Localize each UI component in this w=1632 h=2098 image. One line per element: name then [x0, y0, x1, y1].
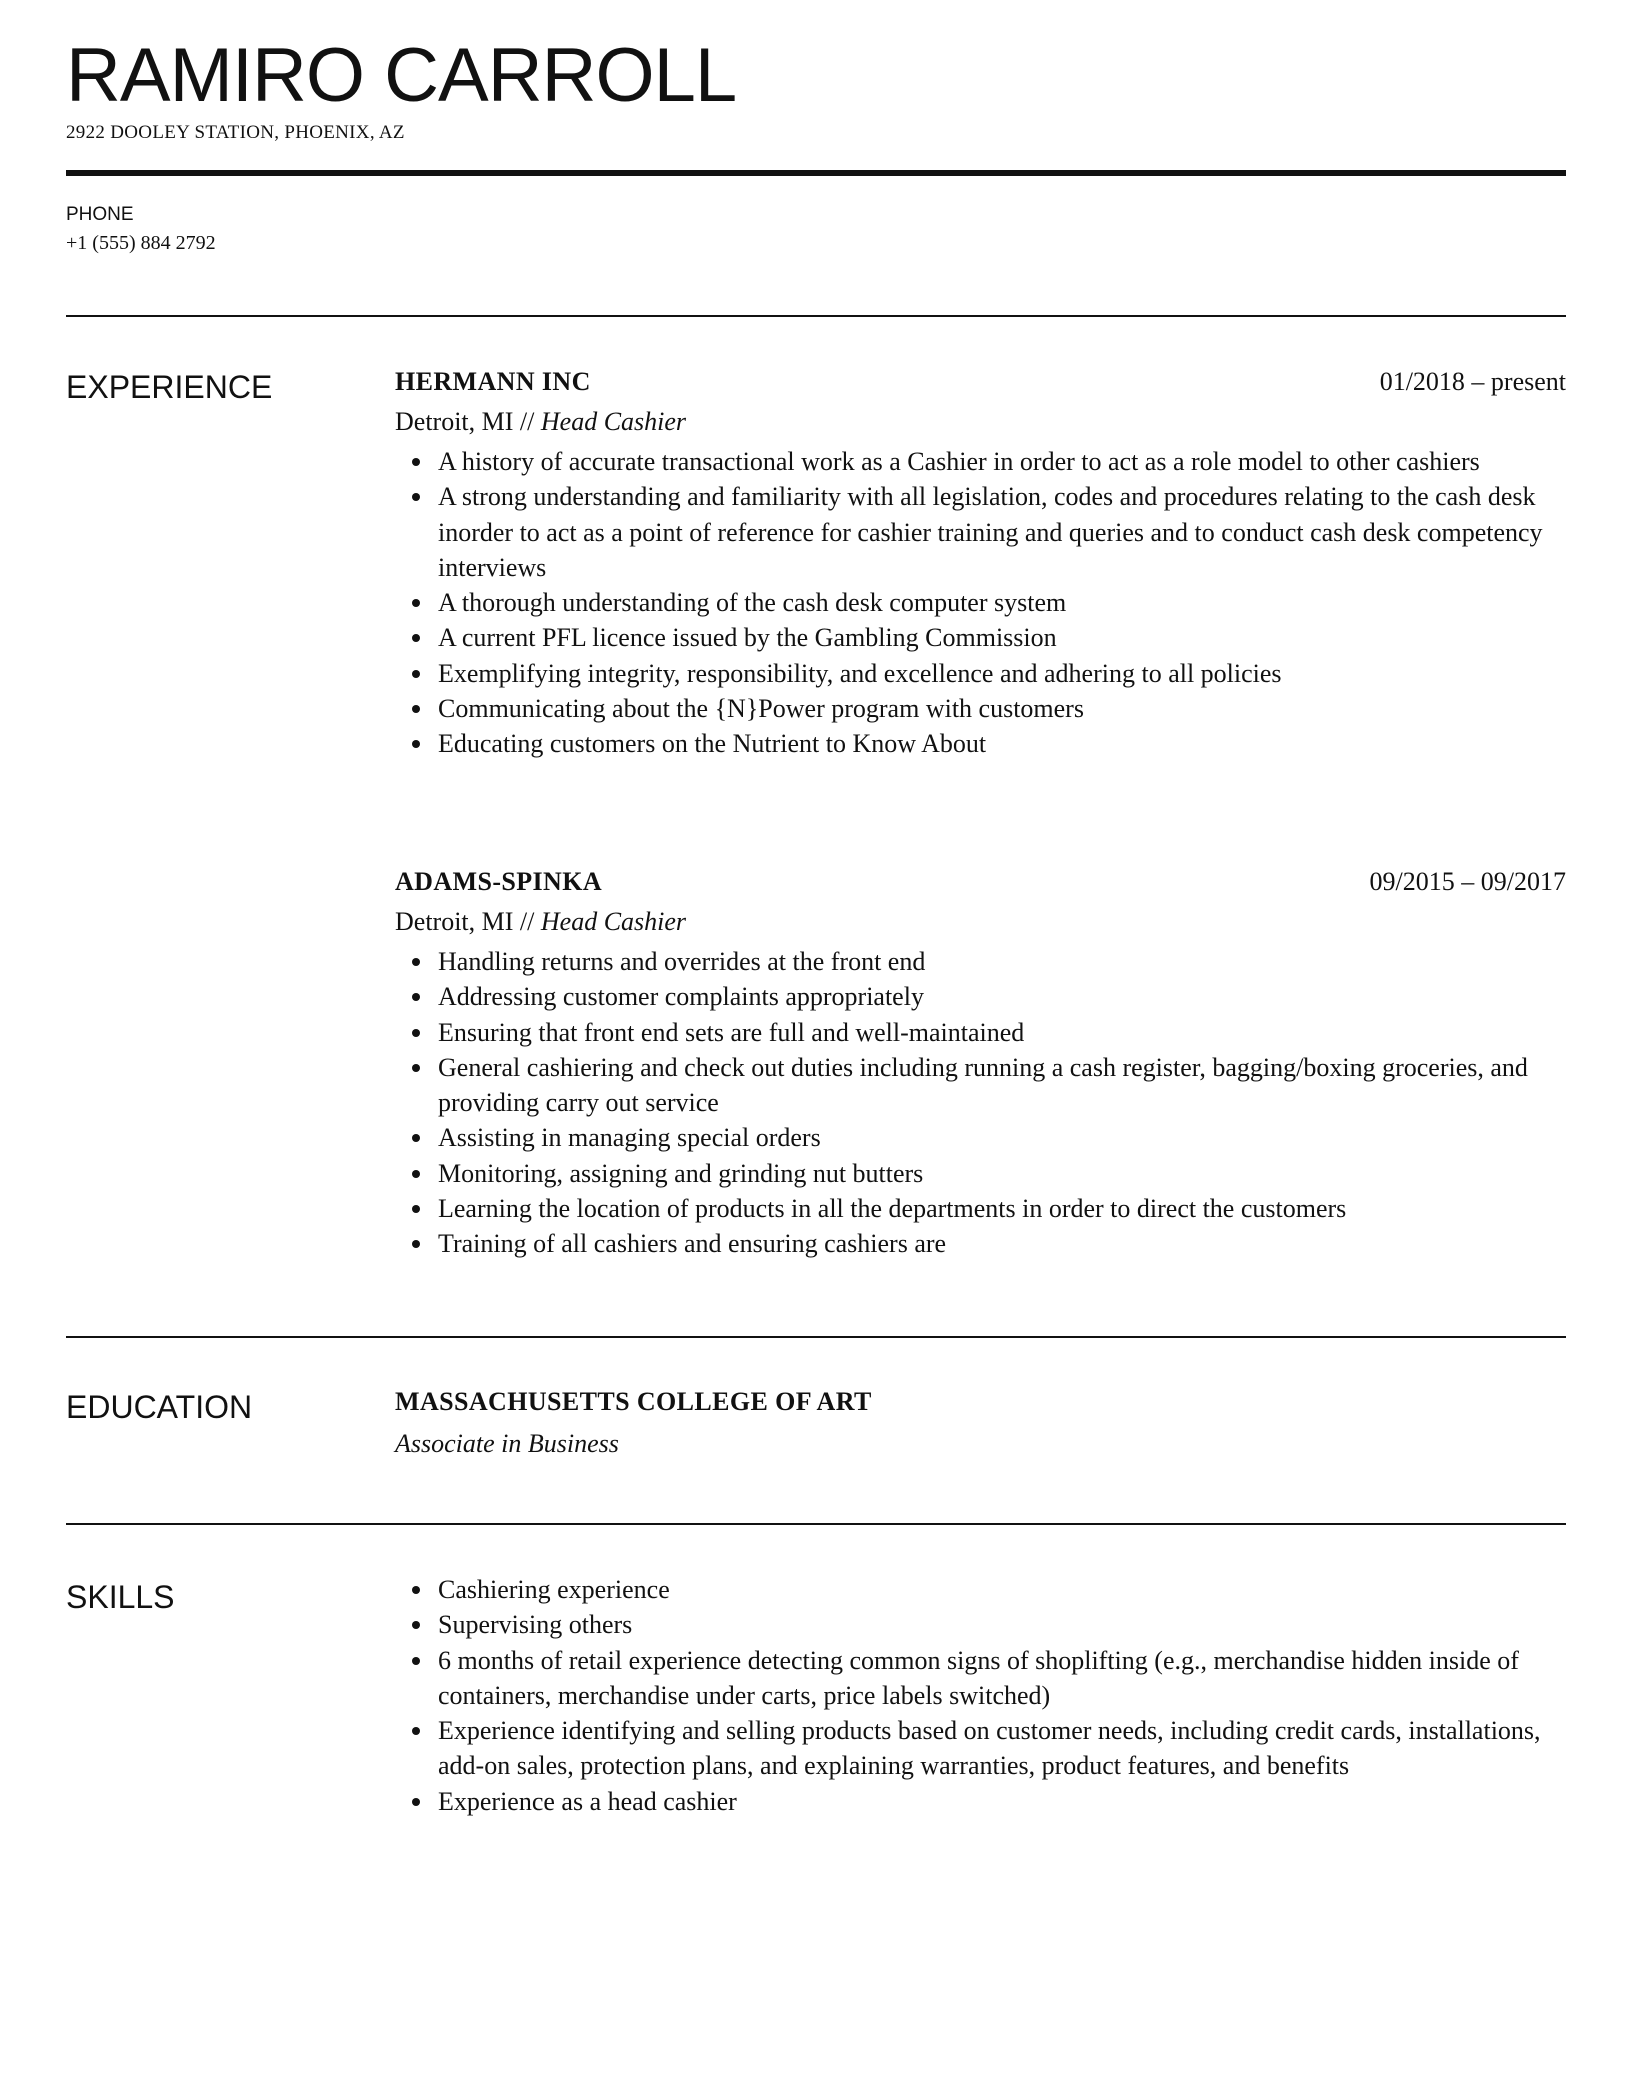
phone-value: +1 (555) 884 2792 [66, 232, 216, 254]
job-bullet: Assisting in managing special orders [395, 1120, 1566, 1155]
skill-item: Experience as a head cashier [395, 1784, 1566, 1819]
job-company: HERMANN INC [395, 367, 591, 396]
job-company: ADAMS-SPINKA [395, 867, 603, 896]
job-location-line [395, 404, 1566, 441]
section-divider [66, 315, 1566, 317]
candidate-name: RAMIRO CARROLL [66, 33, 737, 118]
education-heading: EDUCATION [66, 1389, 253, 1425]
job-location: Detroit, MI [395, 907, 514, 936]
section-divider [66, 1336, 1566, 1338]
job-bullet: A thorough understanding of the cash desk computer system [395, 585, 1566, 620]
job-entry [395, 864, 1566, 1262]
education-degree: Associate in Business [395, 1429, 619, 1458]
education-section [395, 1384, 1566, 1461]
job-entry [395, 364, 1566, 762]
job-bullet: Addressing customer complaints appropriately [395, 979, 1566, 1014]
job-bullets [395, 944, 1566, 1262]
job-bullet: Training of all cashiers and ensuring cashiers are [395, 1226, 1566, 1261]
job-separator: // [513, 407, 541, 436]
job-header [395, 364, 1566, 400]
job-dates: 09/2015 – 09/2017 [1369, 867, 1566, 896]
skills-heading: SKILLS [66, 1579, 175, 1615]
section-divider [66, 1523, 1566, 1525]
job-bullet: Ensuring that front end sets are full and well-maintained [395, 1015, 1566, 1050]
job-separator: // [513, 907, 541, 936]
skill-item: Supervising others [395, 1607, 1566, 1642]
job-bullet: General cashiering and check out duties including running a cash register, bagging/boxing groceries, and providing carry out service [395, 1050, 1566, 1121]
skills-section [395, 1572, 1566, 1819]
candidate-address: 2922 DOOLEY STATION, PHOENIX, AZ [66, 122, 405, 143]
job-bullet: Exemplifying integrity, responsibility, and excellence and adhering to all policies [395, 656, 1566, 691]
job-title: Head Cashier [540, 407, 687, 436]
job-bullet: A history of accurate transactional work as a Cashier in order to act as a role model to other cashiers [395, 444, 1566, 479]
skill-item: 6 months of retail experience detecting common signs of shoplifting (e.g., merchandise hidden inside of containers, merchandise under carts, price labels switched) [395, 1643, 1566, 1714]
job-bullet: A current PFL licence issued by the Gambling Commission [395, 620, 1566, 655]
skill-item: Experience identifying and selling products based on customer needs, including credit cards, installations, add-on sales, protection plans, and explaining warranties, product features, and benefits [395, 1713, 1566, 1784]
job-location: Detroit, MI [395, 407, 514, 436]
job-bullet: A strong understanding and familiarity with all legislation, codes and procedures relating to the cash desk inorder to act as a point of reference for cashier training and queries and to conduct cash desk competency interviews [395, 479, 1566, 585]
phone-label: PHONE [66, 204, 134, 225]
skills-list [395, 1572, 1566, 1819]
header-divider [66, 170, 1566, 176]
job-title: Head Cashier [540, 907, 687, 936]
education-school: MASSACHUSETTS COLLEGE OF ART [395, 1387, 872, 1416]
job-bullet: Monitoring, assigning and grinding nut butters [395, 1156, 1566, 1191]
skill-item: Cashiering experience [395, 1572, 1566, 1607]
experience-section-2 [395, 864, 1566, 1262]
experience-heading: EXPERIENCE [66, 369, 273, 405]
job-bullet: Handling returns and overrides at the front end [395, 944, 1566, 979]
job-location-line [395, 904, 1566, 941]
job-dates: 01/2018 – present [1379, 367, 1566, 396]
job-bullets [395, 444, 1566, 762]
job-bullet: Communicating about the {N}Power program with customers [395, 691, 1566, 726]
experience-section [395, 364, 1566, 762]
job-bullet: Learning the location of products in all the departments in order to direct the customers [395, 1191, 1566, 1226]
job-bullet: Educating customers on the Nutrient to Know About [395, 726, 1566, 761]
job-header [395, 864, 1566, 900]
